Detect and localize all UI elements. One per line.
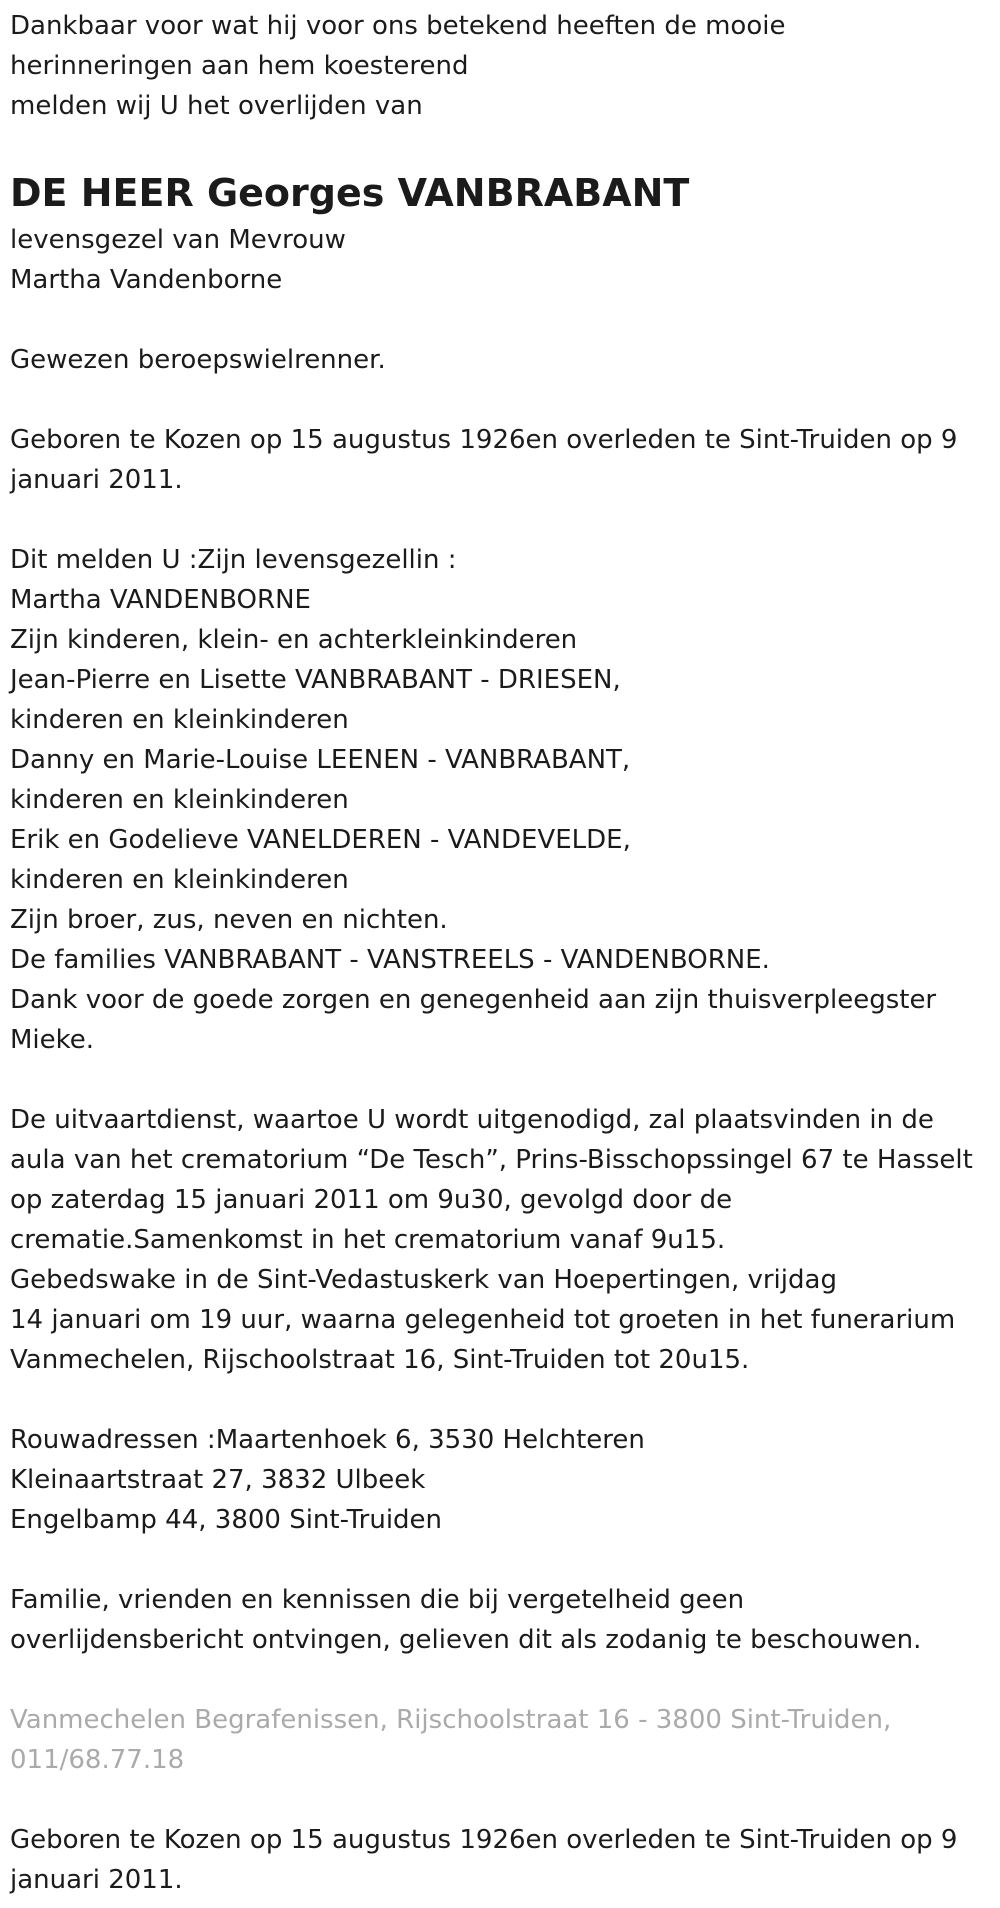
family-line: Dank voor de goede zorgen en genegenheid aan zijn thuisverpleegster [10, 985, 937, 1015]
family-line: Zijn broer, zus, neven en nichten. [10, 905, 448, 935]
service-line: Vanmechelen, Rijschoolstraat 16, Sint-Truiden tot 20u15. [10, 1345, 750, 1375]
family-line: kinderen en kleinkinderen [10, 865, 349, 895]
family-line: De families VANBRABANT - VANSTREELS - VANDENBORNE. [10, 945, 770, 975]
undertaker-paragraph [10, 1700, 990, 1780]
family-line: Danny en Marie-Louise LEENEN - VANBRABANT, [10, 745, 631, 775]
birth-line: Geboren te Kozen op 15 augustus 1926en overleden te Sint-Truiden op 9 [10, 425, 958, 455]
family-line: Zijn kinderen, klein- en achterkleinkinderen [10, 625, 578, 655]
intro-line: Dankbaar voor wat hij voor ons betekend heeften de mooie [10, 11, 786, 41]
birth-line: januari 2011. [10, 465, 183, 495]
family-line: kinderen en kleinkinderen [10, 785, 349, 815]
service-line: De uitvaartdienst, waartoe U wordt uitgenodigd, zal plaatsvinden in de [10, 1105, 934, 1135]
birth-repeat-line: Geboren te Kozen op 15 augustus 1926en overleden te Sint-Truiden op 9 [10, 1825, 958, 1855]
addresses-paragraph [10, 1420, 990, 1540]
notice-line: Familie, vrienden en kennissen die bij vergetelheid geen [10, 1585, 745, 1615]
intro-paragraph [10, 6, 990, 126]
service-line: crematie.Samenkomst in het crematorium vanaf 9u15. [10, 1225, 726, 1255]
family-line: Mieke. [10, 1025, 95, 1055]
undertaker-phone: 011/68.77.18 [10, 1745, 185, 1775]
birth-paragraph [10, 420, 990, 500]
deceased-name: DE HEER Georges VANBRABANT [10, 171, 690, 215]
address-line: Rouwadressen :Maartenhoek 6, 3530 Helchteren [10, 1425, 645, 1455]
address-line: Engelbamp 44, 3800 Sint-Truiden [10, 1505, 443, 1535]
partner-line: levensgezel van Mevrouw [10, 225, 346, 255]
service-line: Gebedswake in de Sint-Vedastuskerk van Hoepertingen, vrijdag [10, 1265, 837, 1295]
family-line: Erik en Godelieve VANELDEREN - VANDEVELDE, [10, 825, 631, 855]
profession-line: Gewezen beroepswielrenner. [10, 345, 386, 375]
address-line: Kleinaartstraat 27, 3832 Ulbeek [10, 1465, 426, 1495]
notice-line: overlijdensbericht ontvingen, gelieven dit als zodanig te beschouwen. [10, 1625, 922, 1655]
profession-paragraph [10, 340, 990, 380]
family-paragraph [10, 540, 990, 1060]
intro-line: herinneringen aan hem koesterend [10, 51, 469, 81]
family-line: Martha VANDENBORNE [10, 585, 311, 615]
birth-repeat-paragraph [10, 1820, 990, 1900]
deceased-block [10, 166, 990, 300]
service-paragraph [10, 1100, 990, 1380]
service-line: op zaterdag 15 januari 2011 om 9u30, gevolgd door de [10, 1185, 733, 1215]
partner-line: Martha Vandenborne [10, 265, 283, 295]
undertaker-line: Vanmechelen Begrafenissen, Rijschoolstraat 16 - 3800 Sint-Truiden, [10, 1705, 892, 1735]
intro-line: melden wij U het overlijden van [10, 91, 423, 121]
family-line: kinderen en kleinkinderen [10, 705, 349, 735]
family-line: Jean-Pierre en Lisette VANBRABANT - DRIESEN, [10, 665, 621, 695]
service-line: 14 januari om 19 uur, waarna gelegenheid tot groeten in het funerarium [10, 1305, 956, 1335]
service-line: aula van het crematorium “De Tesch”, Prins-Bisschopssingel 67 te Hasselt [10, 1145, 973, 1175]
birth-repeat-line: januari 2011. [10, 1865, 183, 1895]
family-line: Dit melden U :Zijn levensgezellin : [10, 545, 457, 575]
notice-paragraph [10, 1580, 990, 1660]
